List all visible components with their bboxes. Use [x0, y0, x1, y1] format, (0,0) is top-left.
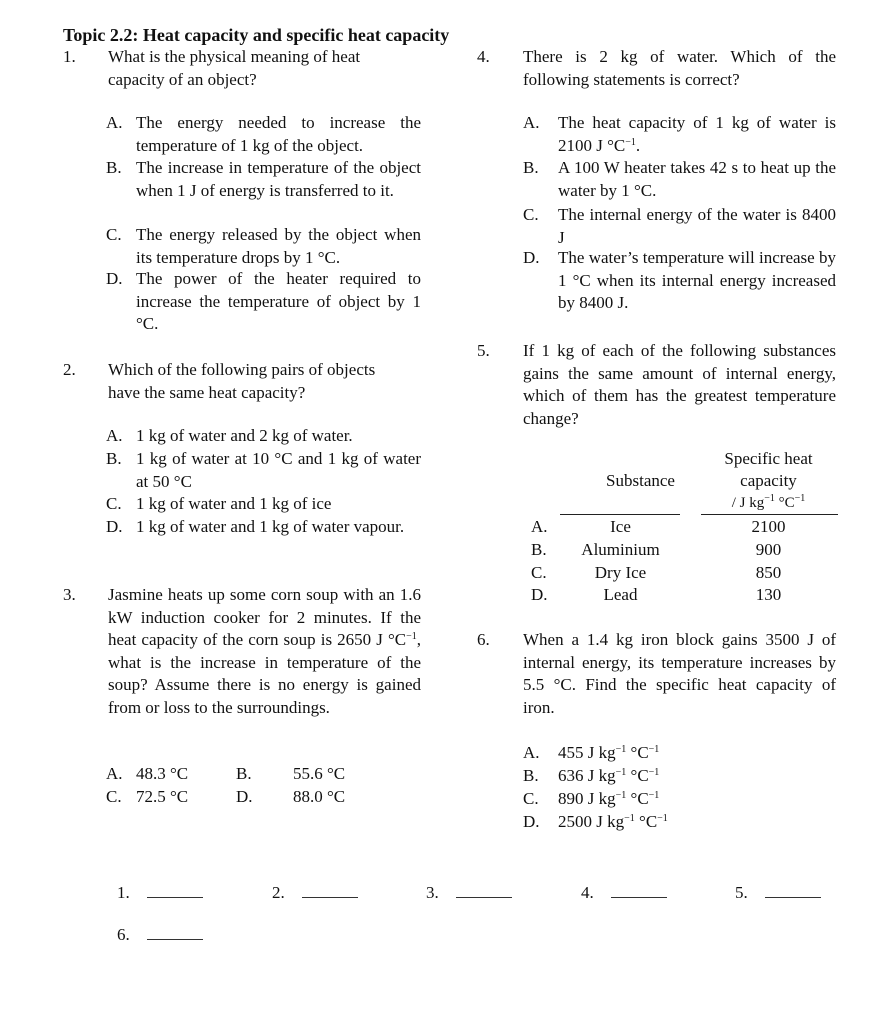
- answer-blank[interactable]: [765, 881, 821, 898]
- question-text: If 1 kg of each of the following substances gains the same amount of internal energy, which of them has the greatest temperature change?: [523, 341, 836, 428]
- question-number: 5.: [477, 341, 490, 360]
- table-row[interactable]: B. Aluminium 900: [531, 540, 782, 559]
- option-a[interactable]: A. The energy needed to increase the temperature of 1 kg of the object.: [106, 113, 421, 155]
- option-c[interactable]: C. 1 kg of water and 1 kg of ice: [106, 494, 332, 513]
- question-text: There is 2 kg of water. Which of the following statements is correct?: [523, 47, 836, 89]
- option-d[interactable]: D. 2500 J $kg^{-1}$ $^\circ C^{-1}$: [523, 812, 668, 831]
- question-number: 2.: [63, 360, 76, 379]
- question-number: 1.: [63, 47, 76, 66]
- question-text: Jasmine heats up some corn soup with an 1.6 kW induction cooker for 2 minutes. If the heat capacity of the corn soup is 2650 J $^\circ C^{-1}$, what is the increase in temperature of the soup? Assume there is no energy is gained from or loss to the surroundings.: [108, 585, 421, 717]
- answer-slot-4[interactable]: 4.: [581, 881, 667, 905]
- question-number: 3.: [63, 585, 76, 604]
- option-d[interactable]: D. The power of the heater required to increase the temperature of object by 1 °C.: [106, 269, 421, 333]
- answer-blank[interactable]: [147, 881, 203, 898]
- column-header-substance: Substance: [606, 471, 675, 490]
- answer-slot-6[interactable]: 6.: [117, 923, 203, 947]
- option-c[interactable]: C. 72.5 °C: [106, 787, 189, 806]
- answer-slot-2[interactable]: 2.: [272, 881, 358, 905]
- header-rule: [560, 514, 680, 515]
- option-a[interactable]: A. 48.3 °C: [106, 764, 189, 783]
- answer-slot-1[interactable]: 1.: [117, 881, 203, 905]
- option-c[interactable]: C. The energy released by the object when its temperature drops by 1 °C.: [106, 225, 421, 267]
- table-row[interactable]: D. Lead 130: [531, 585, 782, 604]
- answer-slot-3[interactable]: 3.: [426, 881, 512, 905]
- header-rule: [701, 514, 838, 515]
- option-b[interactable]: B. A 100 W heater takes 42 s to heat up the water by 1 °C.: [523, 158, 836, 200]
- table-row[interactable]: A. Ice 2100: [531, 517, 786, 536]
- question-text: What is the physical meaning of heat capacity of an object?: [108, 47, 361, 89]
- option-d[interactable]: D. The water’s temperature will increase by 1 °C when its internal energy increased by 8400 J.: [523, 248, 836, 312]
- option-c[interactable]: C. 890 J $kg^{-1}$ $^\circ C^{-1}$: [523, 789, 660, 808]
- option-a[interactable]: A. The heat capacity of 1 kg of water is 2100 J $^\circ C^{-1}$.: [523, 113, 836, 155]
- answer-blank[interactable]: [302, 881, 358, 898]
- option-b[interactable]: B. 1 kg of water at 10 °C and 1 kg of water at 50 °C: [106, 449, 421, 491]
- table-row[interactable]: C. Dry Ice 850: [531, 563, 782, 582]
- answer-blank[interactable]: [611, 881, 667, 898]
- option-a[interactable]: A. 1 kg of water and 2 kg of water.: [106, 426, 353, 445]
- column-header-specific-heat: Specific heat capacity / J $kg^{-1}$ $^\circ C^{-1}$: [724, 449, 813, 511]
- worksheet-title: Topic 2.2: Heat capacity and specific heat capacity: [63, 25, 450, 45]
- question-text: When a 1.4 kg iron block gains 3500 J of internal energy, its temperature increases by 5.5 °C. Find the specific heat capacity of iron.: [523, 630, 836, 717]
- option-b[interactable]: B. 636 J $kg^{-1}$ $^\circ C^{-1}$: [523, 766, 660, 785]
- option-b[interactable]: B. 55.6 °C: [236, 764, 346, 783]
- answer-blank[interactable]: [147, 923, 203, 940]
- option-b[interactable]: B. The increase in temperature of the object when 1 J of energy is transferred to it.: [106, 158, 421, 200]
- option-d[interactable]: D. 1 kg of water and 1 kg of water vapour.: [106, 517, 405, 536]
- option-a[interactable]: A. 455 J $kg^{-1}$ $^\circ C^{-1}$: [523, 743, 660, 762]
- question-number: 6.: [477, 630, 490, 649]
- question-text: Which of the following pairs of objects have the same heat capacity?: [108, 360, 376, 402]
- answer-slot-5[interactable]: 5.: [735, 881, 821, 905]
- option-c[interactable]: C. The internal energy of the water is 8400 J: [523, 205, 836, 247]
- question-number: 4.: [477, 47, 490, 66]
- option-d[interactable]: D. 88.0 °C: [236, 787, 346, 806]
- answer-blank[interactable]: [456, 881, 512, 898]
